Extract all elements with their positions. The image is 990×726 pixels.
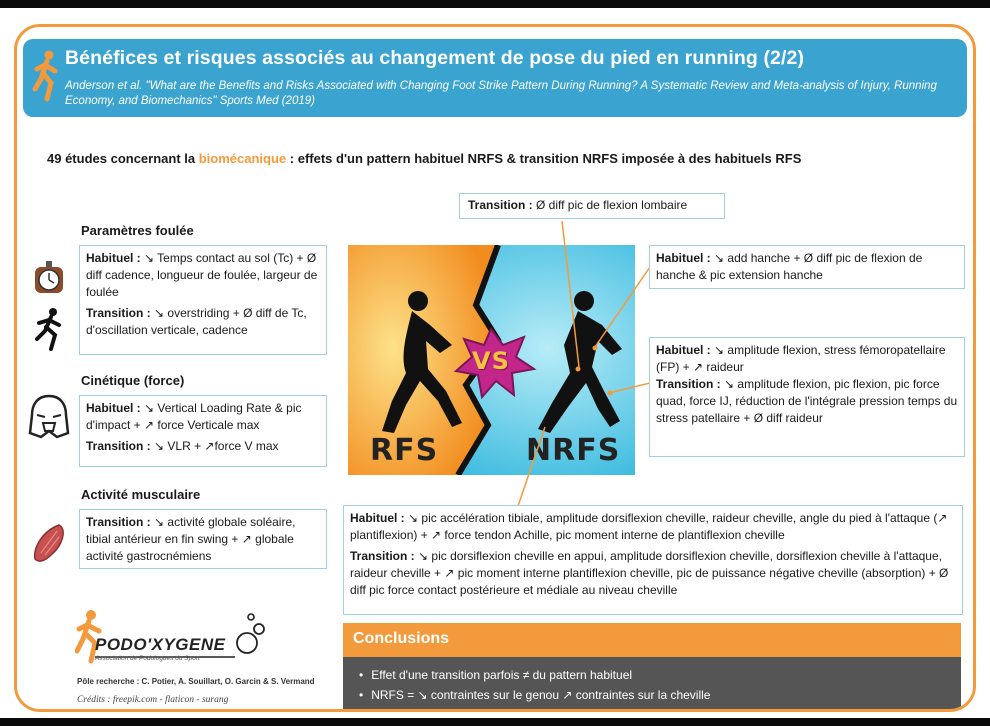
kinetics-habitual-label: Habituel : bbox=[86, 401, 141, 415]
knee-transition-text: ↘ amplitude flexion, pic flexion, pic force quad, force IJ, réduction de l'intégrale pression temps du stress patellaire + Ø diff raideur bbox=[656, 377, 958, 425]
conclusion-item: • NRFS = ↘ contraintes sur le genou ↗ contraintes sur la cheville bbox=[359, 685, 710, 705]
muscle-title: Activité musculaire bbox=[81, 487, 201, 502]
kinetics-title: Cinétique (force) bbox=[81, 373, 185, 388]
logo-name: PODO'XYGENE bbox=[95, 635, 226, 654]
conclusions-title: Conclusions bbox=[343, 623, 961, 657]
knee-transition-label: Transition : bbox=[656, 377, 721, 391]
subtitle-start: 49 études concernant la bbox=[47, 151, 199, 166]
page-frame bbox=[0, 8, 990, 718]
rfs-label: RFS bbox=[370, 433, 439, 468]
infographic-card bbox=[14, 24, 976, 712]
page-title: Bénéfices et risques associés au changement de pose du pied en running (2/2) bbox=[65, 47, 805, 69]
lumbar-transition-text: Ø diff pic de flexion lombaire bbox=[532, 198, 688, 212]
subtitle-highlight: biomécanique bbox=[198, 151, 287, 166]
knee-box bbox=[649, 337, 965, 457]
knee-habitual-label: Habituel : bbox=[656, 343, 711, 357]
vs-label: VS bbox=[472, 347, 510, 375]
hip-habitual-text: ↘ add hanche + Ø diff pic de flexion de hanche & pic extension hanche bbox=[656, 251, 923, 282]
ankle-transition-text: ↘ pic dorsiflexion cheville en appui, amplitude dorsiflexion cheville, dorsiflexion cheville à l'attaque, raideur cheville + ↗ pic moment interne plantiflexion cheville, pic de puissance négative cheville (absorption) + Ø diff pic force contact postérieure et médiale au niveau cheville bbox=[350, 549, 949, 597]
stride-title: Paramètres foulée bbox=[81, 223, 194, 238]
stride-habitual-text: ↘ Temps contact au sol (Tc) + Ø diff cadence, longueur de foulée, largeur de foulée bbox=[86, 251, 318, 299]
ankle-box bbox=[343, 505, 963, 615]
subtitle-end: : effets d'un pattern habituel NRFS & transition NRFS imposée à des habituels RFS bbox=[286, 151, 802, 166]
hip-box bbox=[649, 245, 965, 289]
stride-habitual-label: Habituel : bbox=[86, 251, 141, 265]
kinetics-transition-text: ↘ VLR + ↗force V max bbox=[150, 439, 279, 453]
knee-habitual-text: ↘ amplitude flexion, stress fémoropatellaire (FP) + ↗ raideur bbox=[656, 343, 946, 374]
kinetics-habitual-text: ↘ Vertical Loading Rate & pic d'impact + ↗ force Verticale max bbox=[86, 401, 302, 432]
lumbar-transition-label: Transition : bbox=[468, 198, 533, 212]
conclusion-item: • Effet d'une transition parfois ≠ du pattern habituel bbox=[359, 665, 710, 685]
ankle-habitual-text: ↘ pic accélération tibiale, amplitude dorsiflexion cheville, raideur cheville, angle du pied à l'attaque (↗ plantiflexion) + ↗ force tendon Achille, pic moment interne de plantiflexion cheville bbox=[350, 511, 948, 542]
image-credits: Crédits : freepik.com - flaticon - surang bbox=[77, 695, 229, 705]
citation: Anderson et al. "What are the Benefits and Risks Associated with Changing Foot Strike Pattern During Running? A Systematic Review and Meta-analysis of Injury, Running Economy, and Biomechanics" Sports Med (2019) bbox=[65, 80, 937, 107]
muscle-transition-text: ↘ activité globale soléaire, tibial antérieur en fin swing + ↗ globale activité gastrocnémiens bbox=[86, 515, 296, 563]
nrfs-label: NRFS bbox=[526, 433, 621, 468]
ankle-habitual-label: Habituel : bbox=[350, 511, 405, 525]
research-credits: Pôle recherche : C. Potier, A. Souillart, O. Garcin & S. Vermand bbox=[77, 677, 315, 686]
conclusions-panel bbox=[343, 623, 961, 712]
kinetics-transition-label: Transition : bbox=[86, 439, 151, 453]
muscle-transition-label: Transition : bbox=[86, 515, 151, 529]
stride-transition-label: Transition : bbox=[86, 306, 151, 320]
conclusions-list bbox=[359, 665, 710, 705]
ankle-transition-label: Transition : bbox=[350, 549, 415, 563]
stride-transition-text: ↘ overstriding + Ø diff de Tc, d'oscillation verticale, cadence bbox=[86, 306, 307, 337]
logo-subtitle: Association de Podologues du Sport bbox=[95, 655, 200, 662]
hip-habitual-label: Habituel : bbox=[656, 251, 711, 265]
